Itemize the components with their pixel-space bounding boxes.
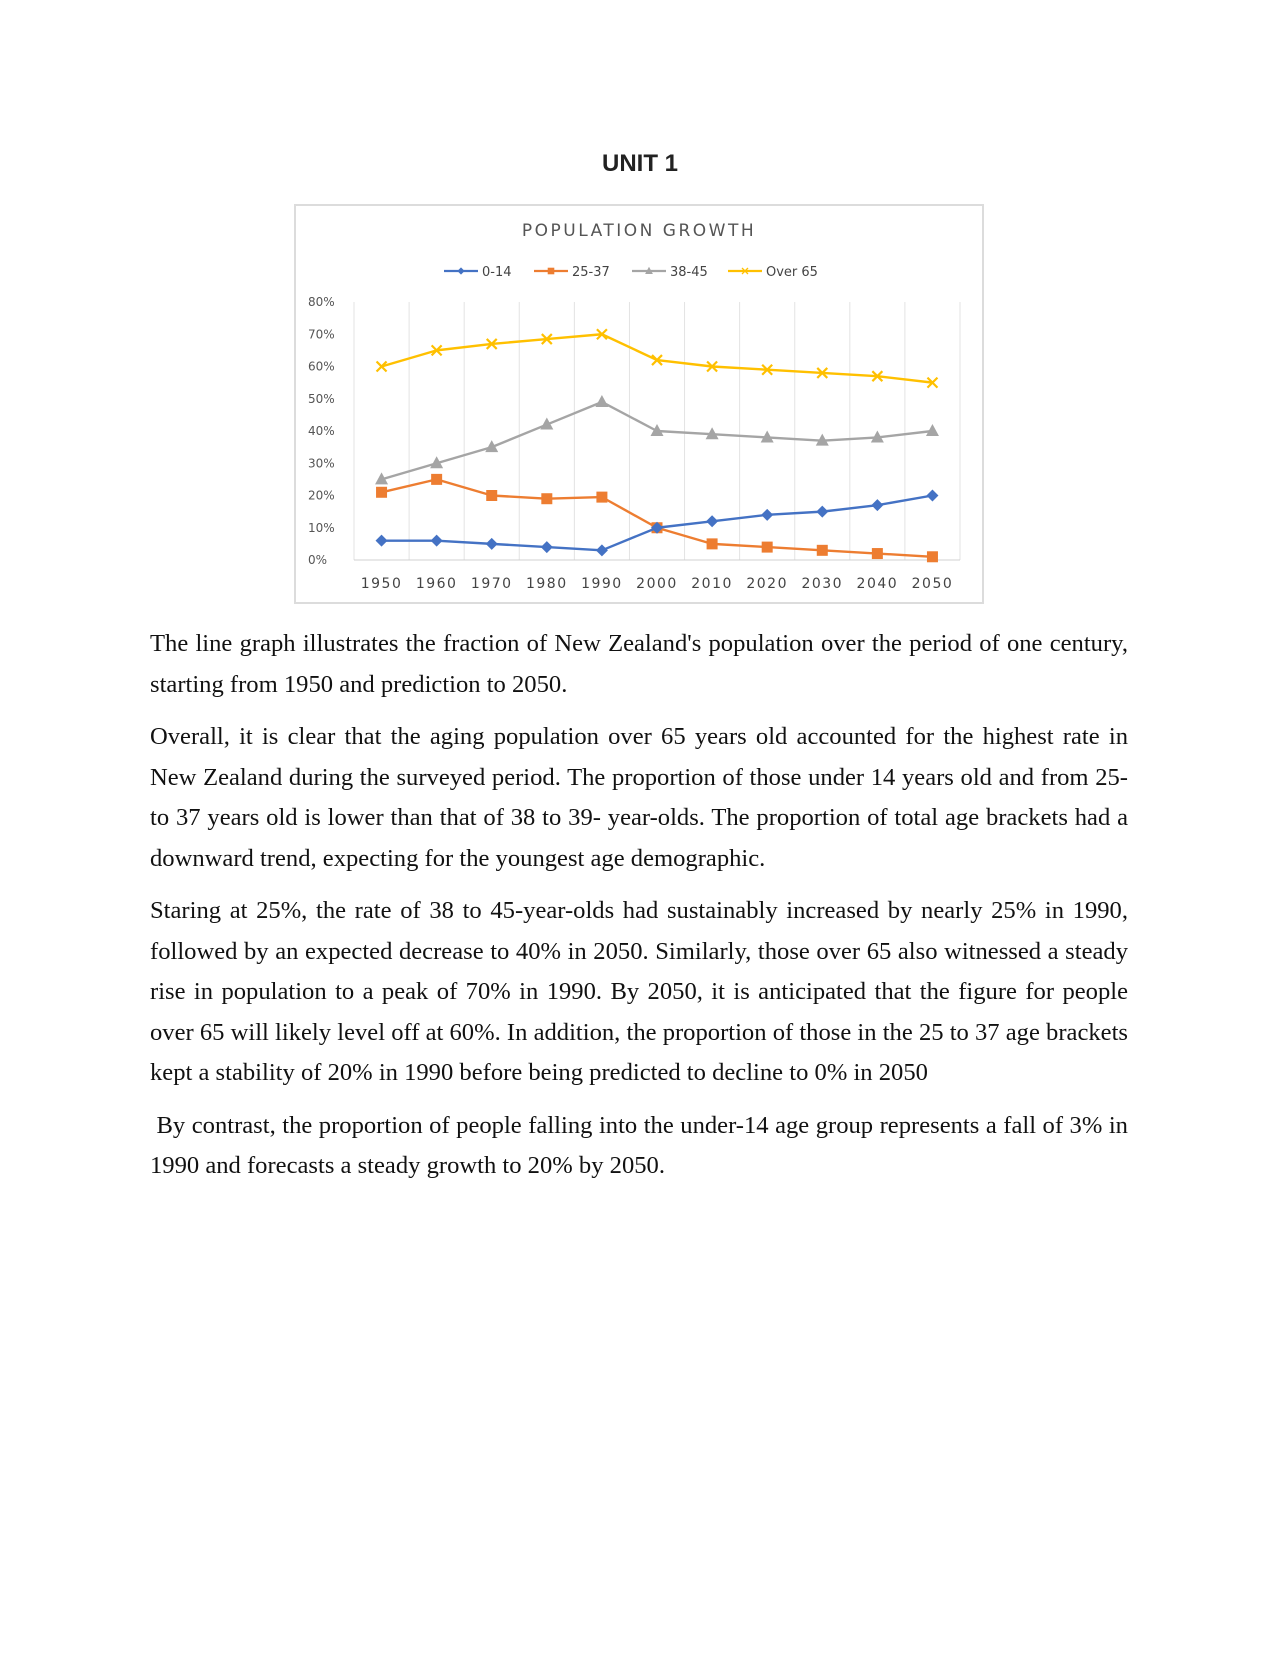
- data-point: [486, 490, 497, 501]
- legend-label: Over 65: [766, 265, 818, 280]
- data-point: [817, 545, 828, 556]
- series-layer: [375, 329, 939, 562]
- data-point: [541, 541, 553, 553]
- y-tick-label: 70%: [308, 327, 335, 342]
- x-tick-label: 2030: [801, 576, 844, 592]
- legend-item: [444, 265, 512, 280]
- essay-paragraph-body-1: Staring at 25%, the rate of 38 to 45-year-olds had sustainably increased by nearly 25% in 1990, followed by an expected decrease to 40% in 2050. Similarly, those over 65 also witnessed a steady rise in population to a peak of 70% in 1990. By 2050, it is anticipated that the figure for people over 65 will likely level off at 60%. In addition, the proportion of those in the 25 to 37 age brackets kept a stability of 20% in 1990 before being predicted to decline to 0% in 2050: [150, 897, 1128, 1086]
- series-over-65: [377, 329, 938, 387]
- data-point: [926, 490, 938, 502]
- y-tick-label: 30%: [308, 456, 335, 471]
- data-point: [707, 538, 718, 549]
- x-tick-label: 2000: [636, 576, 678, 592]
- legend-item: [632, 265, 708, 280]
- x-tick-label: 2050: [911, 576, 954, 592]
- data-point: [541, 493, 552, 504]
- data-point: [595, 395, 608, 407]
- data-point: [651, 424, 664, 436]
- data-point: [431, 535, 443, 547]
- legend-marker: [548, 268, 555, 275]
- essay-paragraph-body-2: By contrast, the proportion of people falling into the under-14 age group represents a fall of 3% in 1990 and forecasts a steady growth to 20% by 2050.: [150, 1111, 1135, 1179]
- legend-marker: [457, 267, 464, 274]
- y-tick-label: 40%: [308, 424, 335, 438]
- y-tick-label: 80%: [308, 295, 335, 309]
- chart-legend: [444, 265, 818, 280]
- legend-label: 25-37: [572, 265, 610, 280]
- legend-item: [728, 265, 818, 280]
- chart-canvas: [296, 206, 982, 602]
- population-growth-chart: [294, 204, 984, 604]
- chart-title: POPULATION GROWTH: [521, 221, 757, 241]
- data-point: [431, 474, 442, 485]
- y-tick-label: 50%: [308, 391, 335, 406]
- data-point: [926, 424, 939, 436]
- essay-paragraph-intro: The line graph illustrates the fraction of New Zealand's population over the period of one century, starting from 1950 and prediction to 2050.: [150, 630, 1128, 698]
- data-point: [927, 551, 938, 562]
- data-point: [762, 542, 773, 553]
- x-tick-label: 2020: [746, 576, 789, 592]
- series-38-45: [375, 395, 939, 484]
- x-axis: [361, 576, 954, 592]
- page-title: UNIT 1: [601, 150, 678, 177]
- legend-label: 0-14: [482, 265, 512, 280]
- data-point: [871, 499, 883, 511]
- y-tick-label: 20%: [308, 488, 335, 503]
- y-tick-label: 60%: [308, 359, 335, 374]
- legend-item: [534, 265, 610, 280]
- data-point: [816, 506, 828, 518]
- data-point: [376, 487, 387, 498]
- x-tick-label: 2040: [856, 576, 899, 592]
- x-tick-label: 1980: [525, 576, 568, 592]
- x-tick-label: 1950: [360, 576, 403, 592]
- data-point: [872, 548, 883, 559]
- data-point: [706, 515, 718, 527]
- data-point: [486, 538, 498, 550]
- x-tick-label: 1970: [470, 576, 513, 592]
- y-tick-label: 0%: [308, 553, 328, 567]
- data-point: [596, 544, 608, 556]
- x-tick-label: 1960: [415, 576, 458, 592]
- y-tick-label: 10%: [308, 520, 335, 535]
- data-point: [596, 492, 607, 503]
- x-tick-label: 1990: [581, 576, 623, 592]
- y-axis: [308, 295, 335, 567]
- essay-body: [150, 624, 1135, 1199]
- data-point: [761, 509, 773, 521]
- series-0-14: [376, 490, 939, 557]
- legend-label: 38-45: [670, 265, 708, 280]
- series-25-37: [376, 474, 938, 562]
- x-tick-label: 2010: [691, 576, 733, 592]
- data-point: [376, 535, 388, 547]
- essay-paragraph-overview: Overall, it is clear that the aging population over 65 years old accounted for the highest rate in New Zealand during the surveyed period. The proportion of those under 14 years old and from 25- to 37 years old is lower than that of 38 to 39- year-olds. The proportion of total age brackets had a downward trend, expecting for the youngest age demographic.: [150, 723, 1128, 872]
